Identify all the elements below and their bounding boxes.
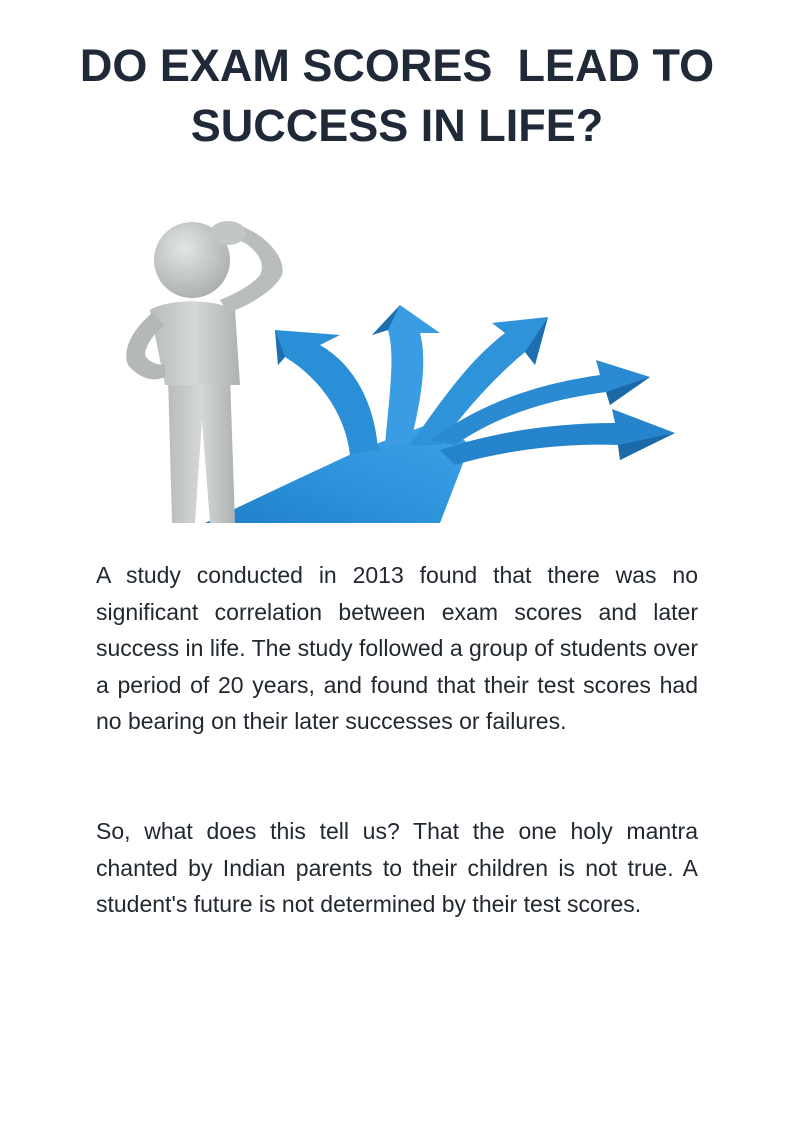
figure-legs [168, 375, 235, 523]
arrow-left [275, 330, 378, 455]
figure-hand [210, 221, 246, 245]
arrows-group [205, 305, 675, 523]
paragraph-1: A study conducted in 2013 found that there was no significant correlation between exam scores and later success in life. The study followed a group of students over a period of 20 years, and found that their test scores had no bearing on their later successes or failures. [96, 562, 698, 735]
thinking-figure [126, 221, 282, 523]
confused-figure-with-arrows-illustration [110, 205, 690, 525]
title-line-1: DO EXAM SCORES LEAD TO [79, 40, 715, 91]
title-line-2: SUCCESS IN LIFE? [190, 100, 604, 151]
paragraph-2: So, what does this tell us? That the one holy mantra chanted by Indian parents to their children is not true. A student's future is not determined by their test scores. [96, 818, 698, 918]
page-title [60, 36, 734, 156]
